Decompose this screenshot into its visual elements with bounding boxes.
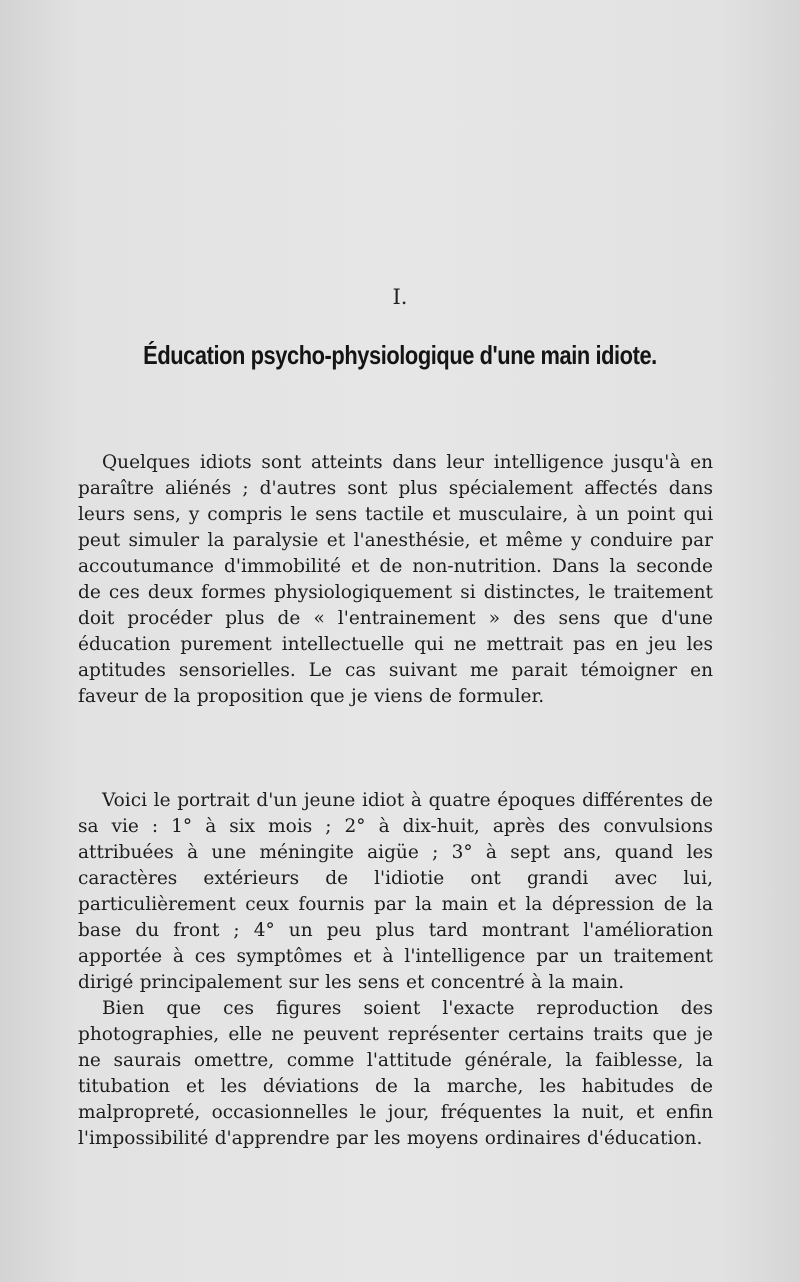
paragraph-2-text: Voici le portrait d'un jeune idiot à quatre époques différentes de sa vie : 1° à six mois ; 2° à dix-huit, après des convulsions attribuées à une méningite aigüe ; 3° à sept ans, quand les caractères extérieurs de l'idiotie ont grandi avec lui, particulièrement ceux fournis par la main et la dépression de la base du front ; 4° un peu plus tard montrant l'amélioration apportée à ces symptômes et à l'intelligence par un traitement dirigé principalement sur les sens et concentré à la main. (78, 790, 713, 993)
paragraph-1 (78, 450, 713, 710)
paragraph-2 (78, 788, 713, 996)
paragraph-1-text: Quelques idiots sont atteints dans leur intelligence jusqu'à en paraître aliénés ; d'autres sont plus spécialement affectés dans leurs sens, y compris le sens tactile et musculaire, à un point qui peut simuler la paralysie et l'anesthésie, et même y conduire par accoutumance d'immobilité et de non-nutrition. Dans la seconde de ces deux formes physiologiquement si distinctes, le traitement doit procéder plus de « l'entrainement » des sens que d'une éducation purement intellectuelle qui ne mettrait pas en jeu les aptitudes sensorielles. Le cas suivant me parait témoigner en faveur de la proposition que je viens de formuler. (78, 452, 713, 707)
section-number: I. (392, 285, 408, 309)
paragraph-3-text: Bien que ces figures soient l'exacte reproduction des photographies, elle ne peuvent représenter certains traits que je ne saurais omettre, comme l'attitude générale, la faiblesse, la titubation et les déviations de la marche, les habitudes de malpropreté, occasionnelles le jour, fréquentes la nuit, et enfin l'impossibilité d'apprendre par les moyens ordinaires d'éducation. (78, 998, 713, 1149)
paragraph-3 (78, 996, 713, 1152)
chapter-title: Éducation psycho-physiologique d'une main idiote. (143, 340, 657, 370)
